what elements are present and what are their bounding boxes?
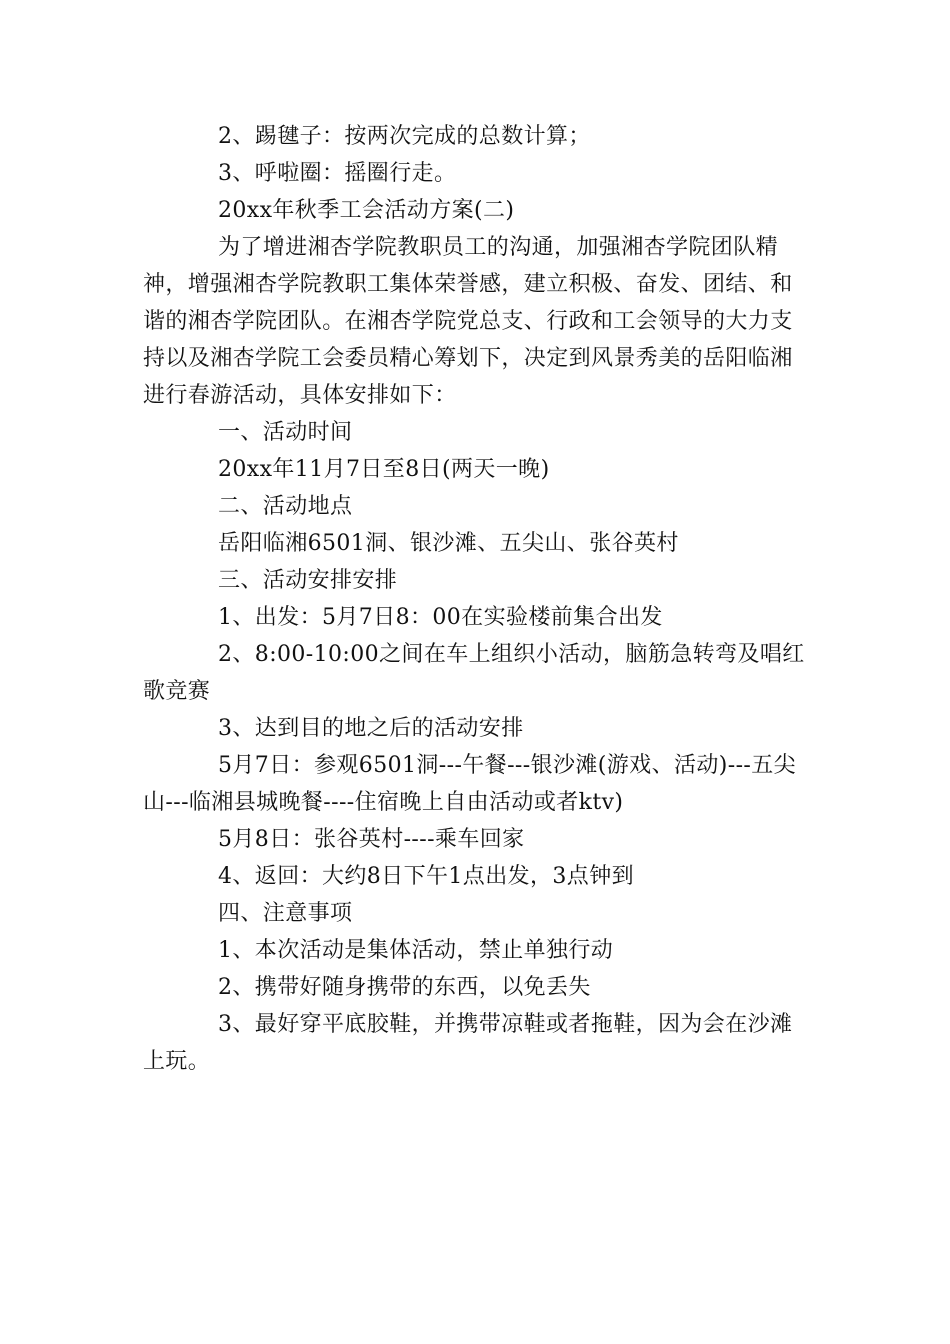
note-item-shoes: 3、最好穿平底胶鞋，并携带凉鞋或者拖鞋，因为会在沙滩上玩。 [143,1012,793,1074]
list-item-kick-shuttlecock: 2、踢毽子：按两次完成的总数计算； [218,124,591,149]
activity-time-text: 20xx年11月7日至8日(两天一晚) [218,457,550,482]
heading-activity-location: 二、活动地点 [218,494,353,519]
intro-paragraph: 为了增进湘杏学院教职员工的沟通，加强湘杏学院团队精神，增强湘杏学院教职工集体荣誉感，建立积极、奋发、团结、和谐的湘杏学院团队。在湘杏学院党总支、行政和工会领导的大力支持以及湘杏学院工会委员精心筹划下，决定到风景秀美的岳阳临湘进行春游活动，具体安排如下： [143,235,793,408]
schedule-item-destination: 3、达到目的地之后的活动安排 [218,716,524,741]
document-body [143,118,811,1080]
list-item-hula-hoop: 3、呼啦圈：摇圈行走。 [218,161,457,186]
note-item-belongings: 2、携带好随身携带的东西，以免丢失 [218,975,591,1000]
heading-notes: 四、注意事项 [218,901,353,926]
activity-location-text: 岳阳临湘6501洞、银沙滩、五尖山、张谷英村 [218,531,679,556]
schedule-item-departure: 1、出发：5月7日8：00在实验楼前集合出发 [218,605,663,630]
schedule-item-return: 4、返回：大约8日下午1点出发，3点钟到 [218,864,634,889]
schedule-day-two: 5月8日：张谷英村----乘车回家 [218,827,525,852]
schedule-item-bus-activities: 2、8:00-10:00之间在车上组织小活动，脑筋急转弯及唱红歌竞赛 [143,642,805,704]
schedule-day-one: 5月7日：参观6501洞---午餐---银沙滩(游戏、活动)---五尖山---临湘县城晚餐----住宿晚上自由活动或者ktv) [143,753,797,815]
heading-activity-time: 一、活动时间 [218,420,353,445]
section-title: 20xx年秋季工会活动方案(二) [218,198,515,223]
note-item-group: 1、本次活动是集体活动，禁止单独行动 [218,938,614,963]
heading-activity-schedule: 三、活动安排安排 [218,568,398,593]
